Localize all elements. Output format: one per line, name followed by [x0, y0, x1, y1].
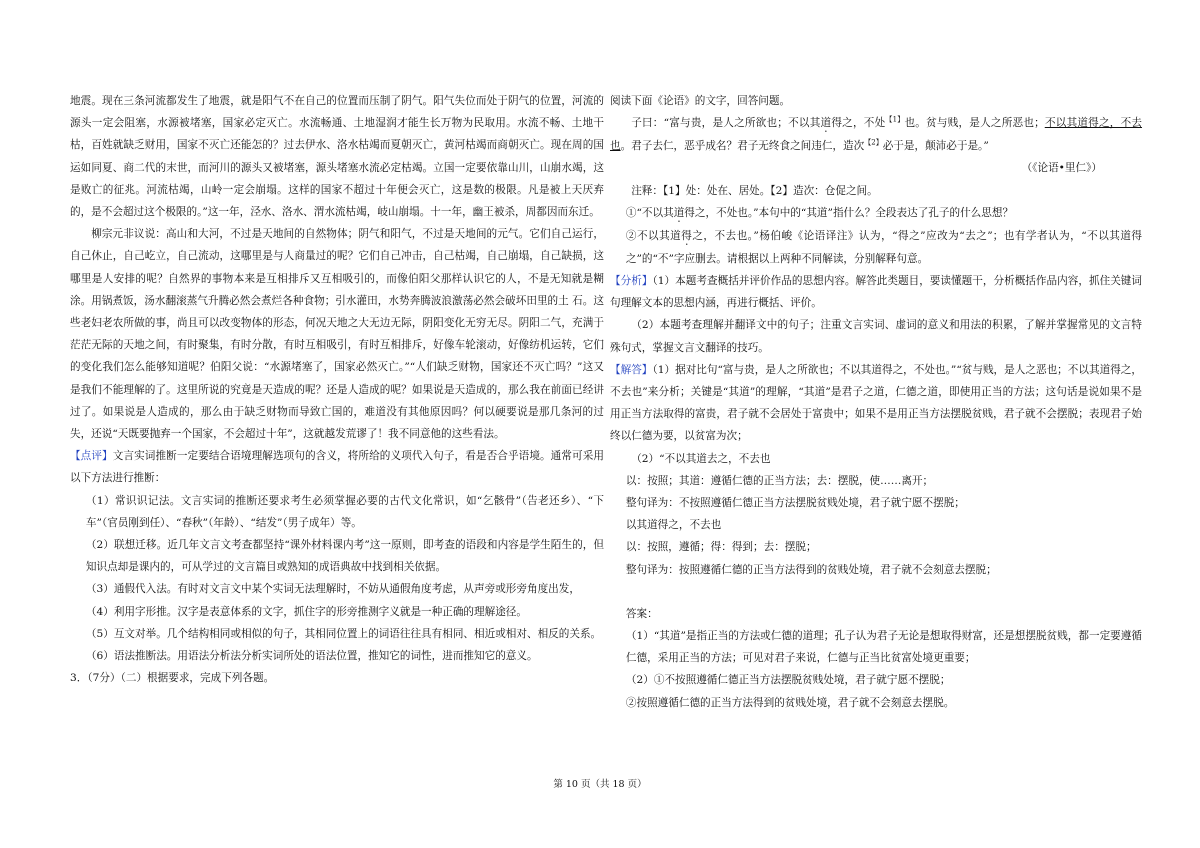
sub-question-2: [610, 225, 1142, 270]
question-3-heading: 3．（7分）（二）根据要求，完成下列各题。: [70, 672, 275, 685]
analysis-tag: 【分析】: [610, 275, 653, 288]
footnote-mark-2: 【2】: [864, 138, 883, 147]
answer-3: ②按照遵循仁德的正当方法得到的贫贱处境，君子就不会刻意去摆脱。: [625, 696, 955, 709]
spacer: [610, 581, 1142, 603]
answer-title: 答案：: [625, 607, 658, 620]
comment-text: 文言实词推断一定要结合语境理解选项句的含义，将所给的义项代入句子，看是否合乎语境。通常可采用以下方法进行推断：: [70, 450, 605, 485]
question-part: 得之，不处也。”本句中的“其道”指什么？全段表达了孔子的什么思想？: [684, 206, 1014, 219]
solution-paragraph-1: [610, 359, 1142, 448]
quote-part: 。君子去仁，恶乎成名？君子无终食之间违仁，造次: [620, 140, 865, 153]
left-column: [70, 90, 604, 689]
right-column: [610, 90, 1142, 714]
solution-line-4: 整句译为：不按照遵循仁德正当方法摆脱贫贱处境，君子就宁愿不摆脱；: [625, 497, 965, 510]
comment-paragraph: [70, 445, 604, 489]
method-item-4: （4）利用字形推。汉字是表意体系的文字，抓住字的形旁推测字义就是一种正确的理解途径。: [85, 605, 527, 618]
quote-part: 得之，不处: [831, 117, 886, 130]
quote-underlined: 不以其道得之，不去也: [610, 117, 1143, 153]
question-part: 之，不去也。”杨伯峻《论语译注》认为，“得之”应改为“去之”；也有学者认为，“不以其道得之”的“不”字应删去。请根据以上两种不同解读，分别解释句意。: [625, 229, 1143, 265]
answer-2: （2）①不按照遵循仁德正当方法摆脱贫贱处境，君子就宁愿不摆脱；: [625, 674, 951, 687]
quote-part: 也。贫与贱，是人之所恶也；: [904, 117, 1045, 130]
solution-line-6: 以：按照，遵循；得：得到；去：摆脱；: [625, 541, 817, 554]
method-item-5: （5）互文对举。几个结构相同或相似的句子，其相同位置上的词语往往具有相同、相近或相对、相反的关系。: [85, 627, 602, 640]
method-item-6: （6）语法推断法。用语法分析法分析实词所处的语法位置，推知它的词性，进而推知它的意义。: [85, 650, 538, 663]
translation-paragraph-2: 柳宗元非议说：高山和大河，不过是天地间的自然物体；阴气和阳气，不过是天地间的元气。它们自己运行，自己休止，自己屹立，自己流动，这哪里是与人商量过的呢？它们自己冲击，自己枯竭，自己崩塌，自己缺损，这哪里是人安排的呢？自然界的事物本来是互相排斥又互相吸引的，而像伯阳父那样认识它的人，不是无知就是糊涂。用锅煮饭，汤水翻滚蒸气升腾必然会煮烂各种食物；引水灌田，水势奔腾波浪激荡必然会破坏田里的土 石。这些老妇老农所做的事，尚且可以改变物体的形态，何况天地之大无边无际，阴阳变化无穷无尽。阴阳二气，充满于茫茫无际的天地之间，有时聚集，有时分散，有时互相吸引，有时互相排斥，好像车轮滚动，好像纺机运转，它们的变化我们怎么能够知道呢？伯阳父说：“水源堵塞了，国家必然灭亡。”“人们缺乏财物，国家还不灭亡吗？”这又是我们不能理解的了。这里所说的究竟是天造成的呢？还是人造成的呢？如果说是天造成的，那么我在前面已经讲过了。如果说是人造成的，那么由于缺乏财物而导致亡国的，难道没有其他原因吗？何以硬要说是那几条河的过失，还说“天既要抛弃一个国家，不会超过十年”，这就越发荒谬了！我不同意他的这些看法。: [70, 228, 604, 441]
quote-part: 子曰：“富与贵，是人之所欲也；不以其: [631, 117, 821, 130]
solution-line-3: 以：按照；其道：遵循仁德的正当方法；去：摆脱，使……离开；: [625, 474, 934, 487]
solution-line-5: 以其道得之，不去也: [625, 519, 722, 532]
analysis-text: （1）本题考查概括并评价作品的思想内容。解答此类题目，要读懂题干，分析概括作品内容，抓住关键词句理解文本的思想内涵，再进行概括、评价。: [610, 275, 1143, 310]
solution-line-7: 整句译为：按照遵循仁德的正当方法得到的贫贱处境，君子就不会刻意去摆脱；: [625, 563, 997, 576]
question-emphasis: 道: [673, 206, 685, 219]
solution-line-2: （2）“不以其道去之，不去也: [631, 452, 771, 465]
question-part: ①“不以其: [625, 206, 674, 219]
quote-emphasis: 道: [820, 117, 832, 130]
reading-intro: 阅读下面《论语》的文字，回答问题。: [610, 95, 791, 107]
answer-1: （1）“其道”是指正当的方法或仁德的道理；孔子认为君子无论是想取得财富，还是想摆脱贫贱，都一定要遵循仁德，采用正当的方法；可见对君子来说，仁德与正当比贫富处境更重要；: [625, 630, 1142, 665]
analysis-paragraph-2: （2）本题考查理解并翻译文中的句子；注重文言实词、虚词的意义和用法的积累，了解并掌握常见的文言特殊句式，掌握文言文翻译的技巧。: [610, 319, 1142, 354]
quote-source: （《论语•里仁》）: [1021, 162, 1102, 175]
method-item-3: （3）通假代入法。有时对文言文中某个实词无法理解时，不妨从通假角度考虑，从声旁或形旁角度出发，: [85, 583, 580, 596]
analects-quote: [610, 112, 1142, 157]
comment-tag: 【点评】: [70, 450, 113, 463]
method-item-1: （1）常识识记法。文言实词的推断还要求考生必须掌握必要的古代文化常识，如“乞骸骨”（告老还乡）、“下车”（官员刚到任）、“春秋”（年龄）、“结发”（男子成年）等。: [85, 494, 604, 529]
page-footer: 第 10 页（共 18 页）: [553, 779, 647, 790]
analysis-paragraph-1: [610, 270, 1142, 314]
footnote-mark-1: 【1】: [885, 115, 905, 124]
sub-question-1: [610, 202, 1142, 225]
question-part: ②不以其道: [625, 229, 682, 242]
translation-paragraph-1: 地震。现在三条河流都发生了地震，就是阳气不在自己的位置而压制了阴气。阳气失位而处于阴气的位置，河流的源头一定会阻塞，水源被堵塞，国家必定灭亡。水流畅通、土地湿润才能生长万物为民取用。水流不畅、土地干枯，百姓就缺乏财用，国家不灭亡还能怎的？过去伊水、洛水枯竭而夏朝灭亡，黄河枯竭而商朝灭亡。现在周的国运如同夏、商二代的末世，而河川的源头又被堵塞，源头堵塞水流必定枯竭。立国一定要依靠山川，山崩水竭，这是败亡的征兆。河流枯竭，山岭一定会崩塌。这样的国家不超过十年便会灭亡，这是数的极限。凡是被上天厌弃的，是不会超过这个极限的。”这一年，泾水、洛水、渭水流枯竭，岐山崩塌。十一年，幽王被杀，周都因而东迁。: [70, 95, 604, 219]
question-emphasis: 得: [681, 229, 693, 242]
method-item-2: （2）联想迁移。近几年文言文考查都坚持“课外材料课内考”这一原则，即考查的语段和内容是学生陌生的，但知识点却是课内的，可从学过的文言篇目或熟知的成语典故中找到相关依据。: [85, 539, 604, 574]
solution-tag: 【解答】: [610, 363, 653, 376]
quote-part: 必于是，颠沛必于是。”: [882, 140, 989, 153]
solution-text: （1）据对比句“富与贵，是人之所欲也；不以其道得之，不处也。”“贫与贱，是人之恶也；不以其道得之，不去也”来分析；关键是“其道”的理解，“其道”是君子之道，仁德之道，即使用正当的方法；这句话是说如果不是用正当方法取得的富贵，君子就不会居处于富贵中；如果不是用正当方法摆脱贫贱，君子就不会摆脱；表现君子始终以仁德为要，以贫富为次；: [610, 363, 1142, 443]
annotation: 注释：【1】处：处在、居处。【2】造次：仓促之间。: [631, 184, 878, 197]
